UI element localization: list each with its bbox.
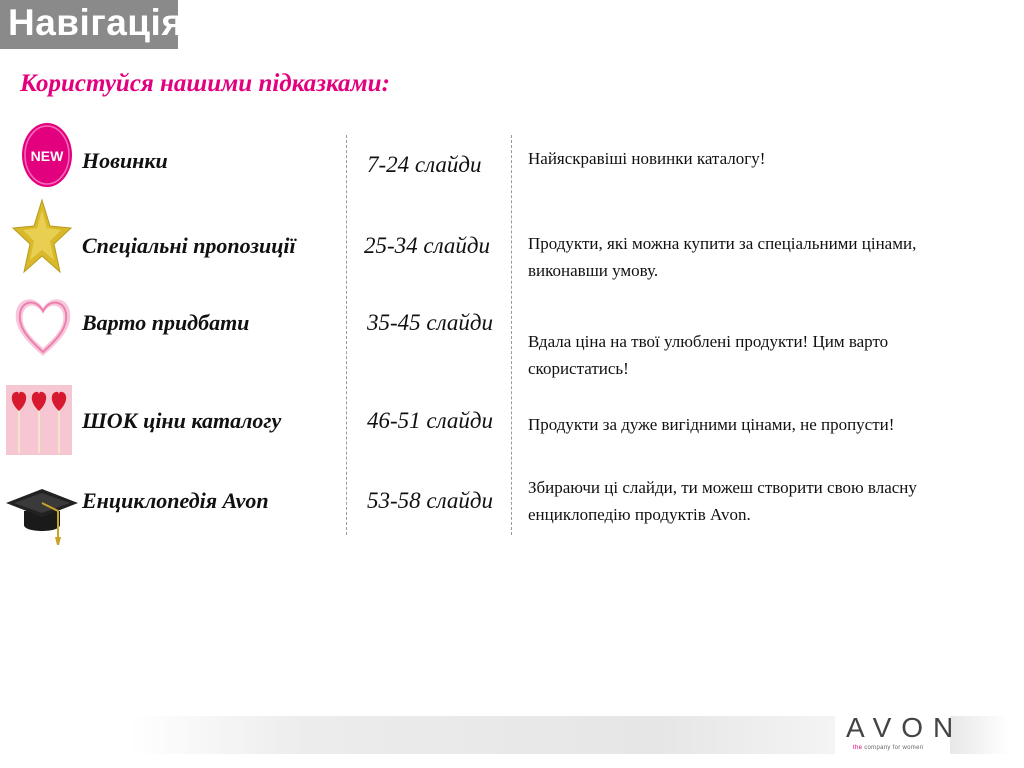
slides-range: 7-24 слайди xyxy=(367,152,482,177)
column-divider xyxy=(346,135,347,535)
subtitle: Користуйся нашими підказками: xyxy=(20,70,390,97)
new-badge-icon xyxy=(22,122,72,188)
category-label: Спеціальні пропозиції xyxy=(82,233,296,258)
slides-range: 35-45 слайди xyxy=(367,310,494,335)
graduation-cap-icon xyxy=(4,485,80,547)
page-title: Навігація xyxy=(8,2,184,43)
row-description: Найяскравіші новинки каталогу! xyxy=(528,149,766,168)
avon-logo: AVON xyxy=(846,712,964,743)
heart-icon xyxy=(12,290,74,362)
title-box xyxy=(0,0,184,49)
new-badge-text: NEW xyxy=(30,148,64,164)
category-label: Варто придбати xyxy=(82,310,250,335)
tagline-the: the xyxy=(853,745,863,751)
tagline-rest: company for women xyxy=(864,745,924,751)
category-label: ШОК ціни каталогу xyxy=(82,408,282,433)
row-description: Продукти, які можна купити за спеціальними цінами, виконавши умову. xyxy=(528,234,917,280)
row-description: Вдала ціна на твої улюблені продукти! Цим варто скористатись! xyxy=(528,332,889,378)
category-label: Новинки xyxy=(82,148,168,173)
heart-lollipops-icon xyxy=(6,385,72,455)
footer-band xyxy=(130,716,835,754)
slides-range: 46-51 слайди xyxy=(367,408,494,433)
star-icon xyxy=(12,198,72,276)
row-description: Збираючи ці слайди, ти можеш створити свою власну енциклопедію продуктів Avon. xyxy=(528,478,917,524)
category-label: Енциклопедія Avon xyxy=(82,488,269,513)
column-divider xyxy=(511,135,512,535)
row-description: Продукти за дуже вигідними цінами, не пропусти! xyxy=(528,415,895,434)
slides-range: 25-34 слайди xyxy=(364,233,491,258)
slides-range: 53-58 слайди xyxy=(367,488,494,513)
avon-tagline xyxy=(853,745,923,751)
